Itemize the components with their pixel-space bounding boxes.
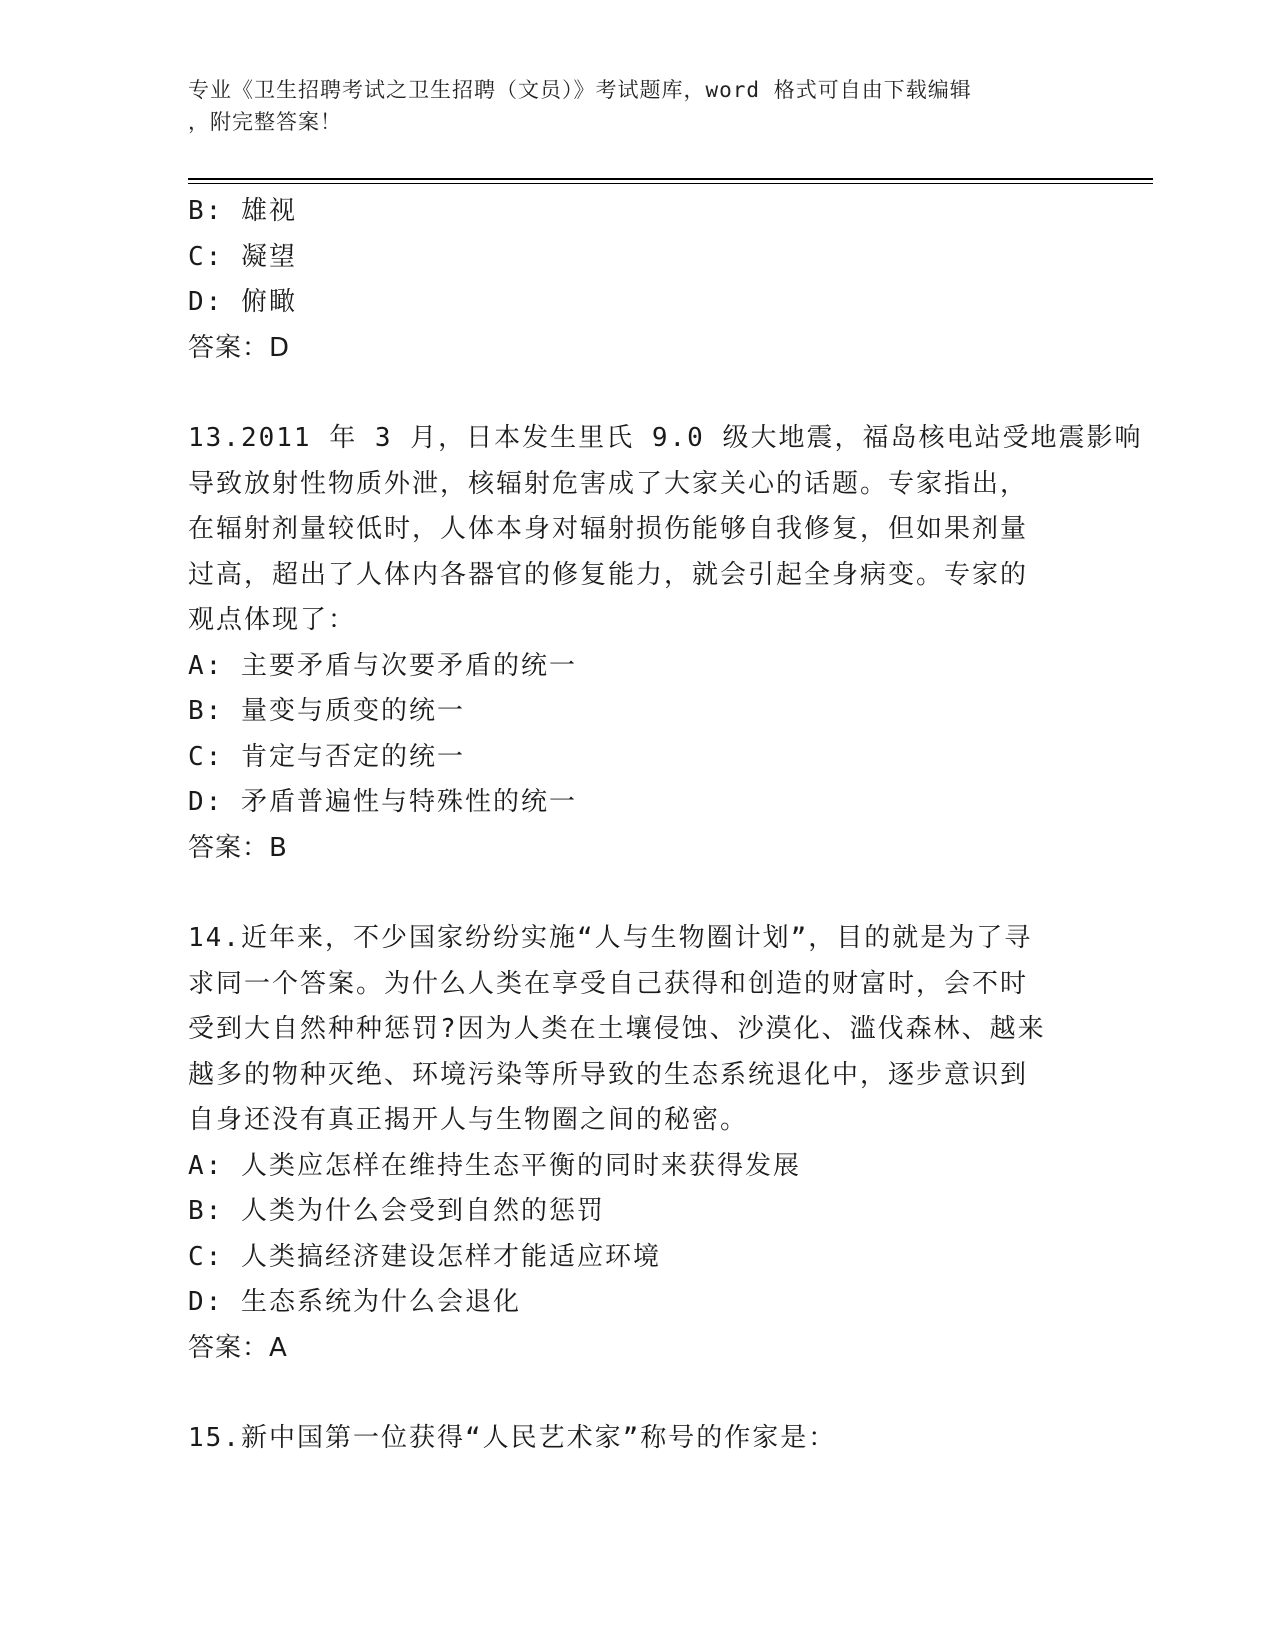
- question-14: [188, 916, 1088, 1371]
- question-stem-line: 自身还没有真正揭开人与生物圈之间的秘密。: [188, 1105, 749, 1135]
- option-b: B: 人类为什么会受到自然的惩罚: [188, 1196, 605, 1226]
- spacer: [188, 371, 1088, 416]
- question-stem-line: 在辐射剂量较低时，人体本身对辐射损伤能够自我修复，但如果剂量: [188, 514, 1029, 544]
- question-13: [188, 416, 1143, 871]
- question-15: [188, 1416, 1088, 1462]
- header-line-1: 专业《卫生招聘考试之卫生招聘（文员）》考试题库，word 格式可自由下载编辑: [188, 78, 972, 102]
- spacer: [188, 871, 1088, 916]
- option-c: C: 凝望: [188, 241, 297, 272]
- option-c: C: 肯定与否定的统一: [188, 741, 465, 772]
- question-stem-line: 求同一个答案。为什么人类在享受自己获得和创造的财富时，会不时: [188, 968, 1029, 999]
- option-a: A: 主要矛盾与次要矛盾的统一: [188, 650, 577, 681]
- question-stem-line: 过高，超出了人体内各器官的修复能力，就会引起全身病变。专家的: [188, 559, 1029, 590]
- option-a: A: 人类应怎样在维持生态平衡的同时来获得发展: [188, 1150, 801, 1181]
- page-header: [188, 74, 1068, 138]
- question-stem-line: 14.近年来，不少国家纷纷实施“人与生物圈计划”，目的就是为了寻: [188, 923, 1033, 953]
- option-d: D: 矛盾普遍性与特殊性的统一: [188, 787, 577, 817]
- answer-line: 答案：D: [188, 332, 291, 363]
- question-stem-line: 越多的物种灭绝、环境污染等所导致的生态系统退化中，逐步意识到: [188, 1059, 1029, 1090]
- question-stem-line: 观点体现了：: [188, 605, 357, 635]
- question-stem-line: 13.2011 年 3 月，日本发生里氏 9.0 级大地震，福岛核电站受地震影响: [188, 423, 1143, 453]
- option-d: D: 俯瞰: [188, 287, 297, 317]
- header-rule-thin: [188, 183, 1153, 184]
- answer-line: 答案：A: [188, 1332, 288, 1363]
- header-rule-thick: [188, 178, 1153, 180]
- option-c: C: 人类搞经济建设怎样才能适应环境: [188, 1241, 661, 1272]
- question-stem-line: 受到大自然种种惩罚?因为人类在土壤侵蚀、沙漠化、滥伐森林、越来: [188, 1014, 1046, 1044]
- question-stem-line: 15.新中国第一位获得“人民艺术家”称号的作家是：: [188, 1423, 837, 1453]
- question-content: [188, 189, 1143, 1462]
- question-12-tail: [188, 189, 1088, 371]
- option-b: B: 雄视: [188, 196, 297, 226]
- option-b: B: 量变与质变的统一: [188, 696, 465, 726]
- question-stem-line: 导致放射性物质外泄，核辐射危害成了大家关心的话题。专家指出，: [188, 468, 1029, 499]
- spacer: [188, 1371, 1088, 1416]
- option-d: D: 生态系统为什么会退化: [188, 1287, 521, 1317]
- header-line-2: ，附完整答案！: [188, 110, 342, 134]
- answer-line: 答案：B: [188, 832, 288, 863]
